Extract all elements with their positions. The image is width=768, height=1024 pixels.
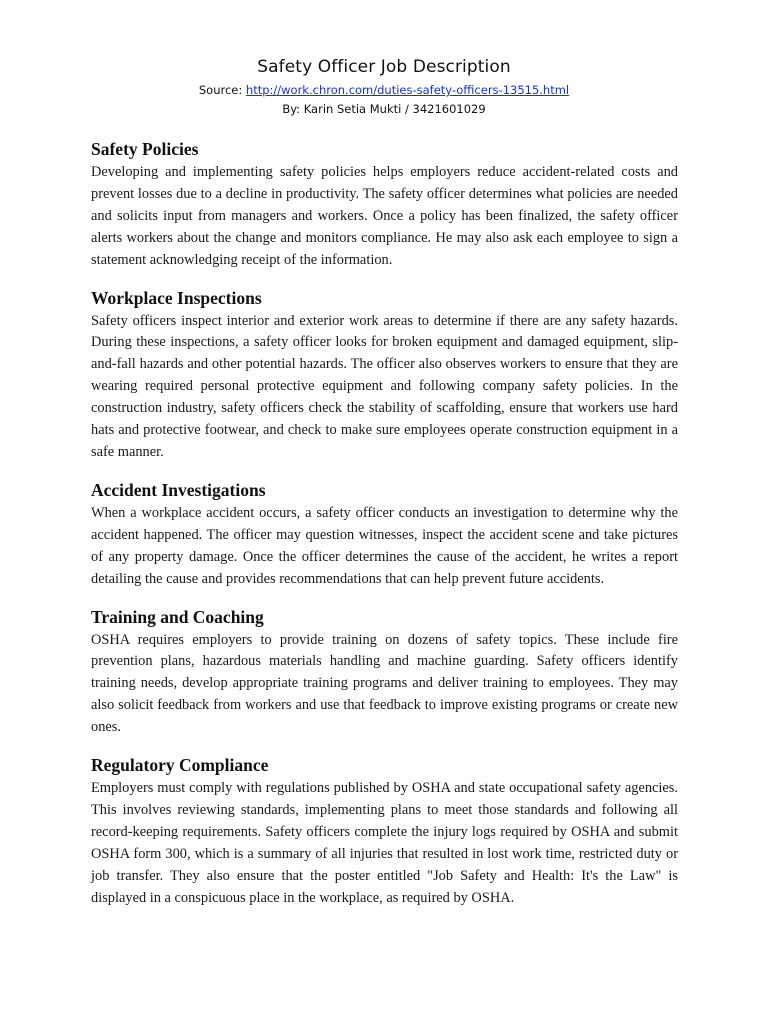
byline: By: Karin Setia Mukti / 3421601029 [282, 102, 486, 116]
section-regulatory-compliance [91, 753, 678, 909]
source-line [0, 82, 768, 98]
section-heading: Training and Coaching [91, 606, 264, 627]
section-paragraph: Safety officers inspect interior and exterior work areas to determine if there are any safety hazards. During these inspections, a safety officer looks for broken equipment and damaged equipment, slip-and-fall hazards and other potential hazards. The officer also observes workers to ensure that they are wearing required personal protective equipment and following company safety policies. In the construction industry, safety officers check the stability of scaffolding, ensure that workers use hard hats and protective footwear, and check to make sure employees operate construction equipment in a safe manner. [91, 312, 678, 460]
section-paragraph: When a workplace accident occurs, a safety officer conducts an investigation to determine why the accident happened. The officer may question witnesses, inspect the accident scene and take pictures of any property damage. Once the officer determines the cause of the accident, he writes a report detailing the cause and provides recommendations that can help prevent future accidents. [91, 504, 678, 587]
section-paragraph: OSHA requires employers to provide training on dozens of safety topics. These include fire prevention plans, hazardous materials handling and machine guarding. Safety officers identify training needs, develop appropriate training programs and deliver training to employees. They may also solicit feedback from workers and use that feedback to improve existing programs or create new ones. [91, 631, 678, 736]
source-link[interactable]: http://work.chron.com/duties-safety-officers-13515.html [245, 83, 570, 97]
section-heading: Regulatory Compliance [91, 755, 269, 776]
document-body [91, 137, 678, 923]
section-safety-policies [91, 137, 678, 272]
section-training-and-coaching [91, 605, 678, 740]
section-heading: Safety Policies [91, 139, 199, 159]
section-workplace-inspections [91, 286, 678, 464]
document-title: Safety Officer Job Description [257, 57, 511, 77]
source-label: Source: [198, 83, 243, 97]
section-heading: Workplace Inspections [91, 287, 262, 308]
section-paragraph: Developing and implementing safety policies helps employers reduce accident-related costs and prevent losses due to a decline in productivity. The safety officer determines what policies are needed and solicits input from managers and workers. Once a policy has been finalized, the safety officer alerts workers about the change and monitors compliance. He may also ask each employee to sign a statement acknowledging receipt of the information. [91, 164, 678, 268]
section-paragraph: Employers must comply with regulations published by OSHA and state occupational safety agencies. This involves reviewing standards, implementing plans to meet those standards and following all record-keeping requirements. Safety officers complete the injury logs required by OSHA and submit OSHA form 300, which is a summary of all injuries that resulted in lost work time, restricted duty or job transfer. They also ensure that the poster entitled "Job Safety and Health: It's the Law" is displayed in a conspicuous place in the workplace, as required by OSHA. [91, 780, 678, 906]
section-heading: Accident Investigations [91, 479, 266, 500]
section-accident-investigations [91, 478, 678, 591]
